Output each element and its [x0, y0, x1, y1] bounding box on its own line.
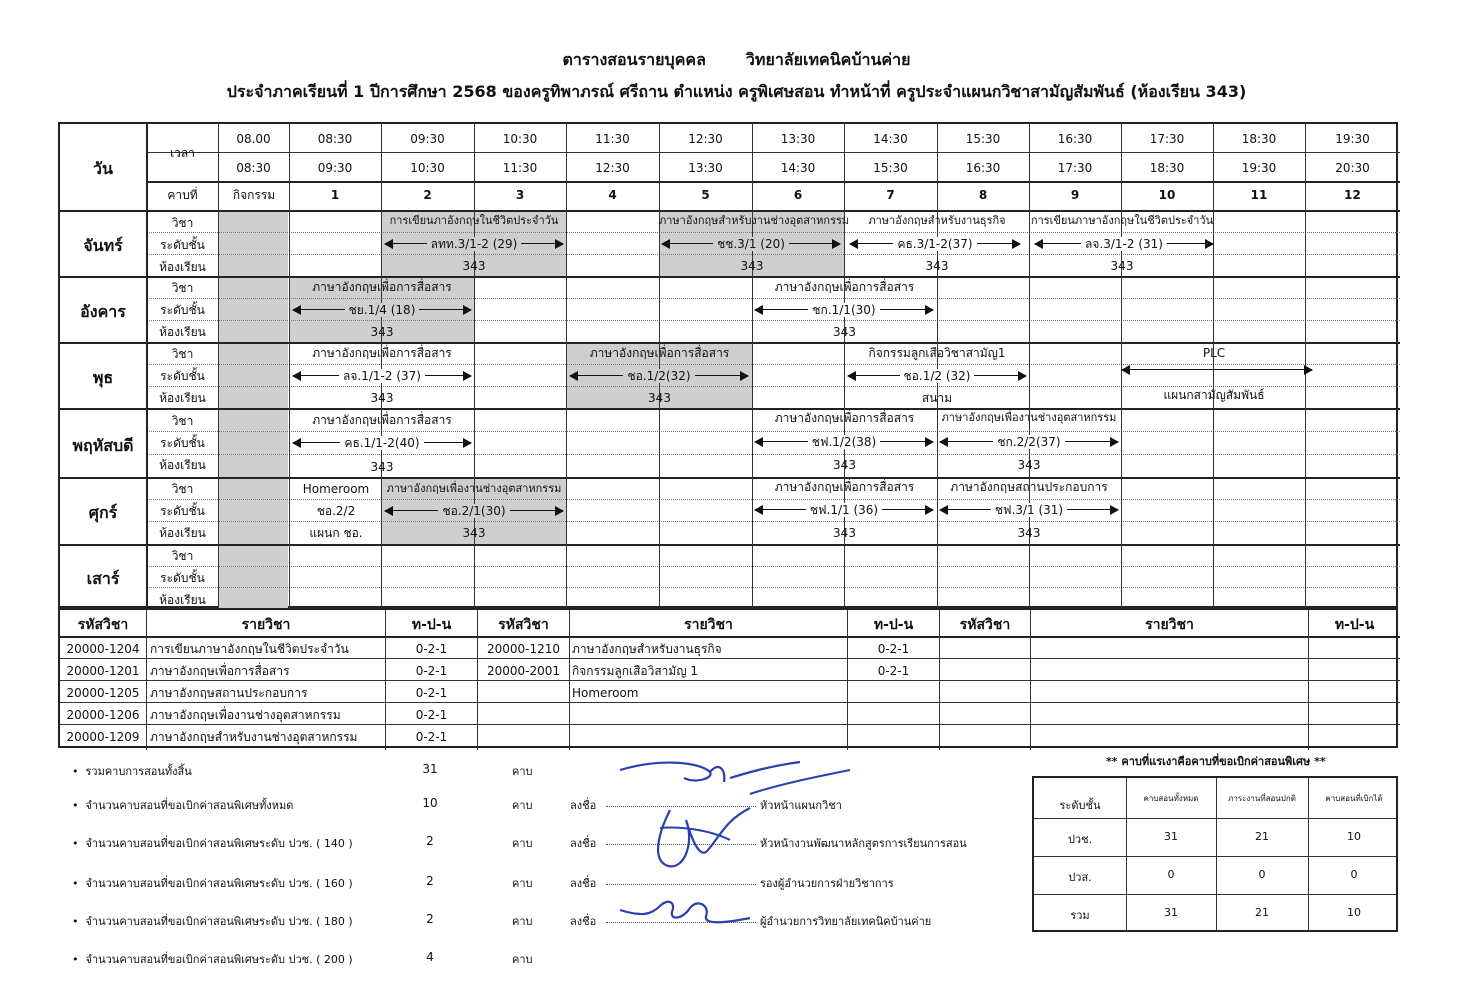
summary-value: 2	[426, 874, 434, 888]
summary-label-text: จำนวนคาบสอนที่ขอเบิกค่าสอนพิเศษระดับ ปวช. ( 160 )	[85, 877, 353, 890]
day-thu: พฤหัสบดี	[72, 436, 134, 455]
period-cell: 1	[330, 188, 340, 202]
course-tpn: 0-2-1	[415, 730, 448, 744]
row-label: ระดับชั้น	[160, 303, 205, 317]
summary-label: • จำนวนคาบสอนที่ขอเบิกค่าสอนพิเศษระดับ ปวช. ( 200 )	[72, 953, 353, 966]
wed-level-arrow-1	[293, 369, 471, 383]
thu-subject-2: ภาษาอังกฤษเพื่อการสื่อสาร	[774, 411, 915, 425]
course-tpn: 0-2-1	[877, 664, 910, 678]
tue-level-2: ชก.1/1(30)	[808, 303, 879, 317]
course-code: 20000-2001	[486, 664, 561, 678]
wed-subject-1: ภาษาอังกฤษเพื่อการสื่อสาร	[312, 346, 452, 360]
fri-room-3: 343	[833, 526, 856, 540]
tue-room-1: 343	[370, 325, 394, 339]
row-label: ระดับชั้น	[160, 369, 205, 383]
wed-room-1: 343	[370, 391, 394, 405]
course-tpn: 0-2-1	[415, 708, 448, 722]
row-label: ระดับชั้น	[160, 238, 205, 252]
mon-level-2: ชช.3/1 (20)	[713, 237, 789, 251]
summary-value: 4	[426, 950, 434, 964]
course-tpn: 0-2-1	[415, 686, 448, 700]
summary-unit: คาบ	[512, 799, 533, 812]
summary-label: • จำนวนคาบสอนที่ขอเบิกค่าสอนพิเศษระดับ ปวช. ( 180 )	[72, 915, 353, 928]
signature-2	[630, 800, 770, 880]
mon-subject-1: การเขียนภาอังกฤษในชีวิตประจำวัน	[389, 214, 559, 227]
tue-subject-1: ภาษาอังกฤษเพื่อการสื่อสาร	[312, 280, 452, 294]
row-label: ห้องเรียน	[159, 391, 206, 405]
time-end-cell: 13:30	[688, 161, 723, 175]
fri-level-4: ชฟ.3/1 (31)	[991, 503, 1067, 517]
document-subtitle: ประจำภาคเรียนที่ 1 ปีการศึกษา 2568 ของครูทิพาภรณ์ ศรีถาน ตำแหน่ง ครูพิเศษสอน ทำหน้าที่ ครูประจำแผนกวิชาสามัญสัมพันธ์ (ห้องเรียน 343)	[226, 82, 1247, 101]
thu-room-1: 343	[370, 460, 394, 474]
tue-level-arrow-2	[755, 303, 933, 317]
mon-level-4: ลจ.3/1-2 (31)	[1081, 237, 1167, 251]
stats-cell: 10	[1347, 906, 1361, 919]
row-label: ระดับชั้น	[160, 571, 205, 585]
tue-level-1: ชย.1/4 (18)	[345, 303, 420, 317]
mon-level-3: คธ.3/1-2(37)	[893, 237, 976, 251]
time-start-cell: 10:30	[502, 132, 538, 146]
tue-subject-2: ภาษาอังกฤษเพื่อการสื่อสาร	[774, 280, 915, 294]
row-label: วิชา	[171, 281, 194, 295]
course-name: ภาษาอังกฤษเพื่องานช่างอุตสาหกรรม	[150, 708, 341, 722]
time-end-cell: 11:30	[502, 161, 538, 175]
stats-cell: 31	[1164, 906, 1178, 919]
course-name: กิจกรรมลูกเสือวิสามัญ 1	[572, 664, 698, 678]
summary-label: • จำนวนคาบสอนที่ขอเบิกค่าสอนพิเศษระดับ ปวช. ( 160 )	[72, 877, 353, 890]
title-left: ตารางสอนรายบุคคล	[562, 50, 706, 69]
row-label: ห้องเรียน	[159, 260, 206, 274]
summary-label-text: จำนวนคาบสอนที่ขอเบิกค่าสอนพิเศษระดับ ปวช. ( 180 )	[85, 915, 353, 928]
course-tpn: 0-2-1	[415, 664, 448, 678]
row-label: ห้องเรียน	[159, 325, 206, 339]
time-end-cell: 20:30	[1335, 161, 1370, 175]
summary-value: 10	[422, 796, 438, 810]
time-start-cell: 14:30	[873, 132, 908, 146]
course-code-header-3: รหัสวิชา	[959, 617, 1011, 633]
time-end-cell: 19:30	[1241, 161, 1277, 175]
period-cell: 7	[886, 188, 895, 202]
shade-note: ** คาบที่แรเงาคือคาบที่ขอเบิกค่าสอนพิเศษ **	[1106, 755, 1326, 768]
course-code: 20000-1204	[66, 642, 140, 656]
course-code-header-1: รหัสวิชา	[77, 617, 129, 633]
wed-subject-3: กิจกรรมลูกเสือวิชาสามัญ1	[868, 346, 1006, 360]
fri-level-1: ชอ.2/2	[316, 504, 356, 518]
time-end-cell: 09:30	[317, 161, 353, 175]
fri-level-arrow-2	[385, 504, 563, 518]
stats-header: คาบสอนที่เบิกได้	[1325, 794, 1383, 803]
stats-header: ภาระงานที่สอนปกติ	[1228, 794, 1296, 803]
wed-room-2: 343	[648, 391, 671, 405]
stats-header: ระดับชั้น	[1059, 799, 1101, 812]
stats-cell: 0	[1167, 868, 1175, 881]
time-end-cell: 18:30	[1149, 161, 1185, 175]
time-end-cell: 16:30	[965, 161, 1001, 175]
tue-room-2: 343	[833, 325, 856, 339]
wed-subject-4: PLC	[1202, 346, 1226, 360]
course-code: 20000-1205	[66, 686, 140, 700]
stats-cell: รวม	[1070, 909, 1090, 922]
course-name-header-3: รายวิชา	[1145, 617, 1194, 633]
row-label: วิชา	[171, 216, 194, 230]
signer-title: ผู้อำนวยการวิทยาลัยเทคนิคบ้านค่าย	[760, 915, 932, 928]
fri-subject-3: ภาษาอังกฤษเพื่อการสื่อสาร	[774, 480, 915, 494]
row-label: ระดับชั้น	[160, 436, 205, 450]
activity-header: กิจกรรม	[232, 188, 276, 202]
mon-subject-2: ภาษาอังกฤษสำหรับงานช่างอุตสาหกรรม	[659, 214, 850, 227]
summary-unit: คาบ	[512, 837, 533, 850]
thu-room-3: 343	[1017, 458, 1041, 472]
signer-title: หัวหน้าแผนกวิชา	[760, 799, 842, 812]
course-code: 20000-1206	[66, 708, 140, 722]
thu-subject-1: ภาษาอังกฤษเพื่อการสื่อสาร	[312, 413, 452, 427]
document-title	[0, 48, 1473, 73]
stats-cell: 0	[1258, 868, 1266, 881]
time-end-cell: 14:30	[780, 161, 816, 175]
time-end-cell: 08:30	[236, 161, 271, 175]
summary-unit: คาบ	[512, 765, 533, 778]
mon-level-arrow-2	[662, 237, 840, 251]
mon-level-1: ลทท.3/1-2 (29)	[427, 237, 522, 251]
time-start-cell: 08.00	[236, 132, 271, 146]
row-label: วิชา	[171, 549, 194, 563]
tue-level-arrow-1	[293, 303, 471, 317]
fri-subject-1: Homeroom	[302, 482, 370, 496]
period-cell: 10	[1158, 188, 1176, 202]
row-label: ห้องเรียน	[159, 526, 206, 540]
sign-label: ลงชื่อ	[570, 877, 597, 890]
day-header: วัน	[93, 159, 113, 178]
course-tpn-header-3: ท-ป-น	[1334, 617, 1375, 633]
period-cell: 12	[1344, 188, 1361, 202]
period-cell: 9	[1070, 188, 1080, 202]
wed-level-arrow-3	[848, 369, 1026, 383]
mon-room-2: 343	[740, 259, 764, 273]
period-cell: 8	[978, 188, 988, 202]
timetable	[58, 122, 1398, 608]
wed-level-1: ลจ.1/1-2 (37)	[339, 369, 425, 383]
time-end-cell: 12:30	[595, 161, 630, 175]
fri-level-arrow-4	[940, 503, 1118, 517]
signature-3	[610, 886, 770, 936]
time-start-cell: 08:30	[317, 132, 353, 146]
day-fri: ศุกร์	[88, 503, 118, 522]
course-name: ภาษาอังกฤษสถานประกอบการ	[150, 686, 308, 700]
wed-level-arrow-4	[1122, 363, 1312, 377]
fri-level-3: ชฟ.1/1 (36)	[806, 503, 882, 517]
day-sat: เสาร์	[86, 569, 120, 588]
period-cell: 3	[515, 188, 525, 202]
row-label: วิชา	[171, 414, 194, 428]
period-cell: 2	[423, 188, 432, 202]
day-tue: อังคาร	[80, 302, 126, 321]
title-right: วิทยาลัยเทคนิคบ้านค่าย	[745, 50, 911, 69]
stats-cell: ปวช.	[1067, 833, 1093, 846]
summary-label: • รวมคาบการสอนทั้งสิ้น	[72, 765, 192, 778]
row-label: วิชา	[171, 482, 194, 496]
course-table	[58, 608, 1398, 748]
course-code: 20000-1201	[66, 664, 140, 678]
mon-level-arrow-1	[385, 237, 563, 251]
fri-subject-2: ภาษาอังกฤษเพื่องานช่างอุตสาหกรรม	[386, 482, 562, 495]
mon-level-arrow-4	[1035, 237, 1213, 251]
mon-subject-3: ภาษาอังกฤษสำหรับงานธุรกิจ	[868, 214, 1006, 227]
time-start-cell: 12:30	[688, 132, 723, 146]
thu-level-3: ชก.2/2(37)	[993, 435, 1064, 449]
time-start-cell: 17:30	[1149, 132, 1185, 146]
thu-subject-3: ภาษาอังกฤษเพื่องานช่างอุตสาหกรรม	[941, 411, 1117, 424]
stats-cell: ปวส.	[1068, 871, 1092, 884]
summary-value: 2	[426, 912, 434, 926]
summary-label-text: จำนวนคาบสอนที่ขอเบิกค่าสอนพิเศษทั้งหมด	[85, 799, 294, 812]
wed-level-arrow-2	[570, 369, 748, 383]
sign-label: ลงชื่อ	[570, 799, 597, 812]
course-name-header-2: รายวิชา	[684, 617, 733, 633]
period-header: คาบที่	[167, 188, 198, 202]
summary-label-text: รวมคาบการสอนทั้งสิ้น	[85, 765, 192, 778]
sign-line	[606, 884, 756, 885]
summary-value: 2	[426, 834, 434, 848]
sign-label: ลงชื่อ	[570, 915, 597, 928]
sign-label: ลงชื่อ	[570, 837, 597, 850]
summary-label-text: จำนวนคาบสอนที่ขอเบิกค่าสอนพิเศษระดับ ปวช. ( 140 )	[85, 837, 353, 850]
fri-room-1: แผนก ชอ.	[309, 526, 363, 540]
time-start-cell: 13:30	[780, 132, 816, 146]
fri-level-arrow-3	[755, 503, 933, 517]
time-start-cell: 19:30	[1335, 132, 1370, 146]
wed-room-4: แผนกสามัญสัมพันธ์	[1163, 388, 1265, 402]
time-header: เวลา	[170, 146, 195, 160]
thu-level-1: คธ.1/1-2(40)	[340, 436, 423, 450]
time-end-cell: 10:30	[410, 161, 445, 175]
course-tpn: 0-2-1	[877, 642, 910, 656]
course-tpn-header-1: ท-ป-น	[411, 617, 452, 633]
course-name: Homeroom	[572, 686, 639, 700]
time-start-cell: 15:30	[965, 132, 1001, 146]
thu-level-arrow-3	[940, 435, 1118, 449]
thu-level-arrow-2	[755, 435, 933, 449]
time-start-cell: 11:30	[595, 132, 630, 146]
thu-room-2: 343	[833, 458, 856, 472]
time-start-cell: 09:30	[410, 132, 445, 146]
thu-level-2: ชฟ.1/2(38)	[808, 435, 880, 449]
thu-level-arrow-1	[293, 436, 471, 450]
fri-level-2: ชอ.2/1(30)	[438, 504, 509, 518]
summary-unit: คาบ	[512, 915, 533, 928]
mon-room-1: 343	[462, 259, 486, 273]
summary-label-text: จำนวนคาบสอนที่ขอเบิกค่าสอนพิเศษระดับ ปวช. ( 200 )	[85, 953, 353, 966]
stats-table	[1032, 776, 1398, 932]
fri-room-4: 343	[1017, 526, 1041, 540]
summary-unit: คาบ	[512, 953, 533, 966]
fri-room-2: 343	[462, 526, 486, 540]
stats-cell: 10	[1347, 830, 1361, 843]
course-name: ภาษาอังกฤษสำหรับงานธุรกิจ	[572, 642, 722, 656]
stats-cell: 0	[1350, 868, 1358, 881]
mon-level-arrow-3	[850, 237, 1020, 251]
row-label: ห้องเรียน	[159, 593, 206, 607]
summary-label: • จำนวนคาบสอนที่ขอเบิกค่าสอนพิเศษระดับ ปวช. ( 140 )	[72, 837, 353, 850]
course-tpn-header-2: ท-ป-น	[873, 617, 914, 633]
stats-cell: 31	[1164, 830, 1178, 843]
day-wed: พุธ	[92, 368, 114, 387]
signer-title: หัวหน้างานพัฒนาหลักสูตรการเรียนการสอน	[760, 837, 967, 850]
summary-unit: คาบ	[512, 877, 533, 890]
stats-cell: 21	[1255, 830, 1269, 843]
time-start-cell: 18:30	[1241, 132, 1277, 146]
course-code: 20000-1209	[66, 730, 140, 744]
row-label: วิชา	[171, 347, 194, 361]
wed-level-2: ชอ.1/2(32)	[623, 369, 694, 383]
period-cell: 6	[793, 188, 803, 202]
shade-activity-column	[218, 212, 288, 608]
day-mon: จันทร์	[83, 236, 123, 255]
wed-level-3: ชอ.1/2 (32)	[900, 369, 975, 383]
course-name: การเขียนภาษาอังกฤษในชีวิตประจำวัน	[150, 642, 349, 656]
row-label: ห้องเรียน	[159, 458, 206, 472]
stats-cell: 21	[1255, 906, 1269, 919]
mon-room-3: 343	[925, 259, 949, 273]
stats-header: คาบสอนทั้งหมด	[1143, 794, 1199, 803]
mon-room-4: 343	[1110, 259, 1134, 273]
time-end-cell: 17:30	[1057, 161, 1093, 175]
course-name-header-1: รายวิชา	[241, 617, 291, 633]
course-code-header-2: รหัสวิชา	[498, 617, 549, 633]
period-cell: 4	[608, 188, 617, 202]
time-end-cell: 15:30	[873, 161, 908, 175]
summary-label: • จำนวนคาบสอนที่ขอเบิกค่าสอนพิเศษทั้งหมด	[72, 799, 294, 812]
period-cell: 5	[701, 188, 710, 202]
period-cell: 11	[1250, 188, 1268, 202]
row-label: ระดับชั้น	[160, 504, 205, 518]
course-tpn: 0-2-1	[415, 642, 448, 656]
course-name: ภาษาอังกฤษสำหรับงานช่างอุตสาหกรรม	[150, 730, 358, 744]
time-start-cell: 16:30	[1057, 132, 1093, 146]
wed-room-3: สนาม	[921, 391, 953, 405]
course-code: 20000-1210	[486, 642, 561, 656]
fri-subject-4: ภาษาอังกฤษสถานประกอบการ	[950, 480, 1108, 494]
course-name: ภาษาอังกฤษเพื่อการสื่อสาร	[150, 664, 290, 678]
mon-subject-4: การเขียนภาษาอังกฤษในชีวิตประจำวัน	[1030, 214, 1214, 227]
wed-subject-2: ภาษาอังกฤษเพื่อการสื่อสาร	[589, 346, 730, 360]
signature-1	[600, 748, 860, 808]
summary-value: 31	[422, 762, 438, 776]
signer-title: รองผู้อำนวยการฝ่ายวิชาการ	[760, 877, 894, 890]
